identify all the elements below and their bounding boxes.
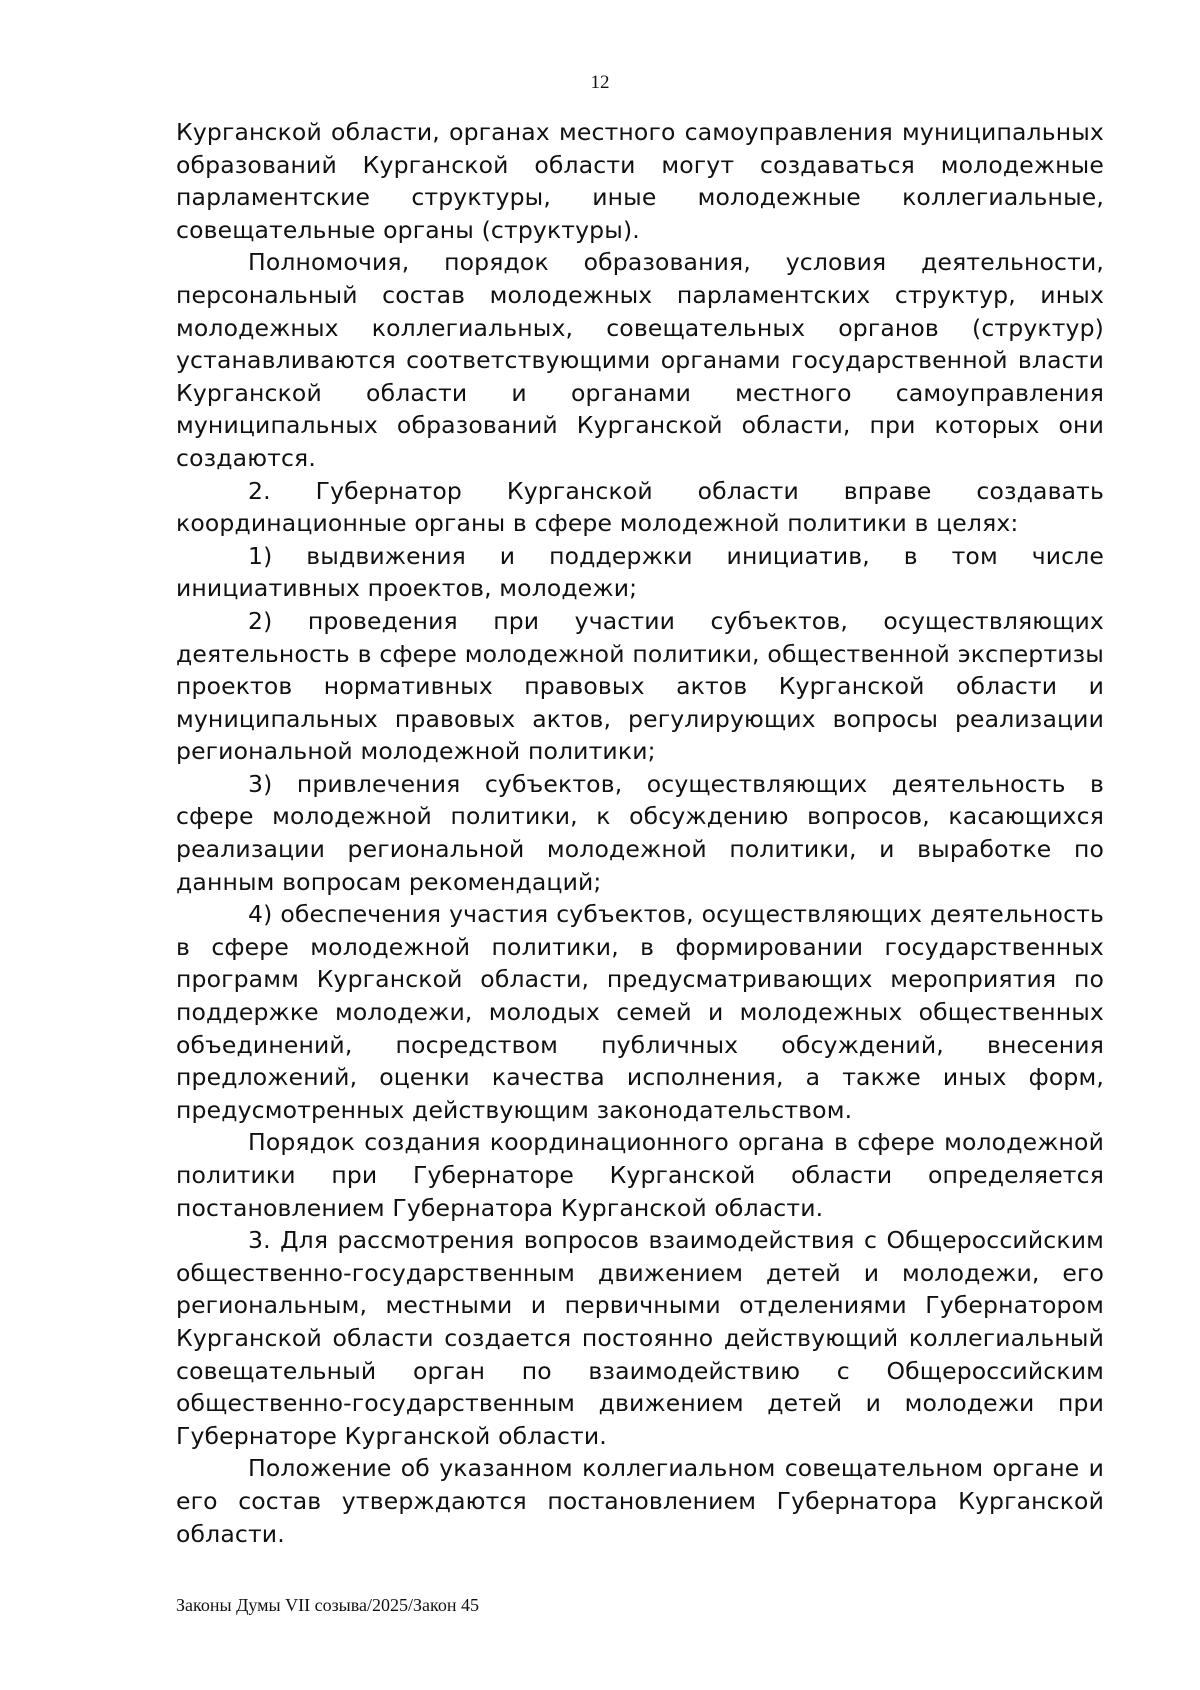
paragraph-item-2: 2. Губернатор Курганской области вправе создавать координационные органы в сфере молодежной политики в целях: [176,476,1104,538]
document-footer: Законы Думы VII созыва/2025/Закон 45 [176,1595,479,1615]
paragraph-subitem-4: 4) обеспечения участия субъектов, осуществляющих деятельность в сфере молодежной политики, в формировании государственных программ Курганской области, предусматривающих мероприятия по поддержке молодежи, молодых семей и молодежных общественных объединений, посредством публичных обсуждений, внесения предложений, оценки качества исполнения, а также иных форм, предусмотренных действующим законодательством. [176,900,1104,1124]
paragraph-item-3: 3. Для рассмотрения вопросов взаимодействия с Общероссийским общественно-государственным движением детей и молодежи, его региональным, местными и первичными отделениями Губернатором Курганской области создается постоянно действующий коллегиальный совещательный орган по взаимодействию с Общероссийским общественно-государственным движением детей и молодежи при Губернаторе Курганской области. [176,1226,1104,1450]
document-body [176,116,1104,1550]
paragraph-procedure: Порядок создания координационного органа в сфере молодежной политики при Губернаторе Курганской области определяется постановлением Губернатора Курганской области. [176,1128,1104,1222]
page-number: 12 [590,72,610,93]
paragraph-subitem-2: 2) проведения при участии субъектов, осуществляющих деятельность в сфере молодежной политики, общественной экспертизы проектов нормативных правовых актов Курганской области и муниципальных правовых актов, регулирующих вопросы реализации региональной молодежной политики; [176,606,1104,766]
paragraph-subitem-3: 3) привлечения субъектов, осуществляющих деятельность в сфере молодежной политики, к обсуждению вопросов, касающихся реализации региональной молодежной политики, и выработке по данным вопросам рекомендаций; [176,769,1104,896]
paragraph-regulation: Положение об указанном коллегиальном совещательном органе и его состав утверждаются постановлением Губернатора Курганской области. [176,1454,1104,1548]
paragraph-subitem-1: 1) выдвижения и поддержки инициатив, в том числе инициативных проектов, молодежи; [176,541,1104,603]
paragraph-powers: Полномочия, порядок образования, условия деятельности, персональный состав молодежных парламентских структур, иных молодежных коллегиальных, совещательных органов (структур) устанавливаются соответствующими органами государственной власти Курганской области и органами местного самоуправления муниципальных образований Курганской области, при которых они создаются. [176,248,1104,472]
paragraph-continuation: Курганской области, органах местного самоуправления муниципальных образований Курганской области могут создаваться молодежные парламентские структуры, иные молодежные коллегиальные, совещательные органы (структуры). [176,118,1104,244]
